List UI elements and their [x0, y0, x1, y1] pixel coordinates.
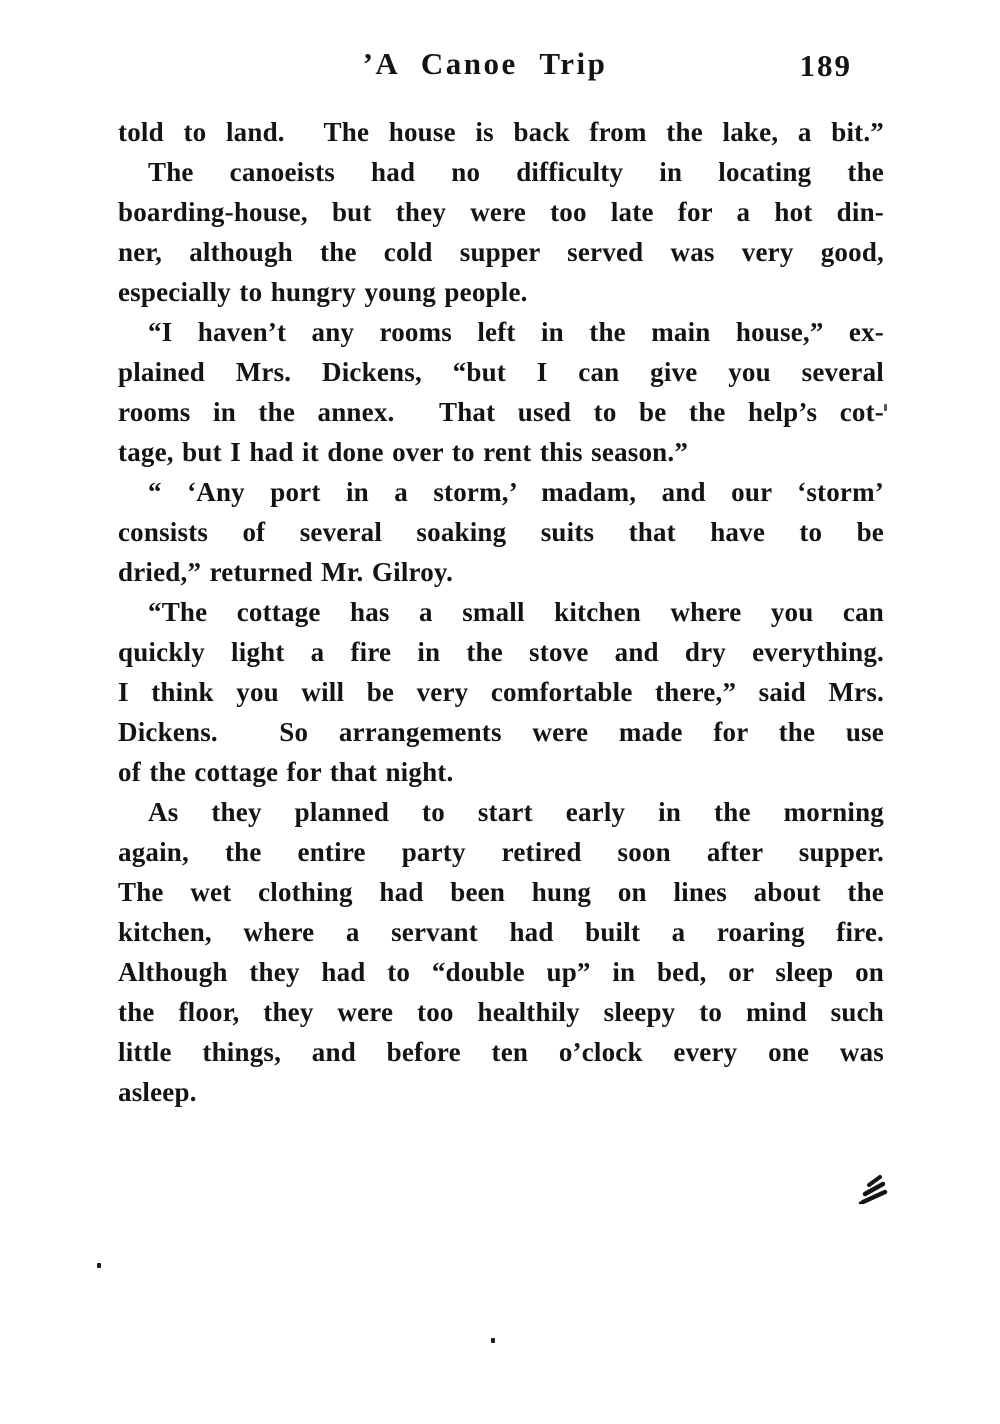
text-line: little things, and before ten o’clock every one was: [118, 1037, 884, 1067]
text-line: Although they had to “double up” in bed, or sleep on: [118, 957, 884, 987]
text-line: I think you will be very comfortable there,” said Mrs.: [118, 677, 884, 707]
text-line: “I haven’t any rooms left in the main house,” ex-: [148, 317, 884, 347]
text-line: “ ‘Any port in a storm,’ madam, and our ‘storm’: [148, 477, 884, 507]
text-line: consists of several soaking suits that have to be: [118, 517, 884, 547]
page-number: 189: [799, 48, 852, 83]
text-line: rooms in the annex. That used to be the help’s cot-: [118, 397, 884, 427]
text-line: The canoeists had no difficulty in locating the: [148, 157, 884, 187]
text-line: ner, although the cold supper served was very good,: [118, 237, 884, 267]
page-header: [118, 46, 884, 92]
text-line: asleep.: [118, 1077, 197, 1107]
scan-speck: [491, 1338, 495, 1343]
text-line: the floor, they were too healthily sleepy to mind such: [118, 997, 884, 1027]
text-line: “The cottage has a small kitchen where you can: [148, 597, 884, 627]
text-line: again, the entire party retired soon after supper.: [118, 837, 884, 867]
paragraph: [118, 792, 884, 1112]
text-line: of the cottage for that night.: [118, 757, 454, 787]
text-line: tage, but I had it done over to rent this season.”: [118, 437, 689, 467]
text-line: dried,” returned Mr. Gilroy.: [118, 557, 454, 587]
text-line: told to land. The house is back from the lake, a bit.”: [118, 117, 884, 147]
page-body: [118, 112, 884, 1112]
text-line: kitchen, where a servant had built a roaring fire.: [118, 917, 884, 947]
text-line: The wet clothing had been hung on lines about the: [118, 877, 884, 907]
paragraph: [118, 112, 884, 152]
paragraph: [118, 152, 884, 312]
paragraph: [118, 592, 884, 792]
text-line: especially to hungry young people.: [118, 277, 528, 307]
scan-speck: [97, 1263, 101, 1268]
paragraph: [118, 312, 884, 472]
scan-speck: [884, 404, 887, 411]
text-line: plained Mrs. Dickens, “but I can give you several: [118, 357, 884, 387]
running-title: ’A Canoe Trip: [362, 46, 608, 81]
paragraph: [118, 472, 884, 592]
ink-smudge-mark: [858, 1172, 892, 1208]
text-line: Dickens. So arrangements were made for the use: [118, 717, 884, 747]
text-line: boarding-house, but they were too late for a hot din-: [118, 197, 884, 227]
text-line: As they planned to start early in the morning: [148, 797, 884, 827]
text-line: quickly light a fire in the stove and dry everything.: [118, 637, 884, 667]
